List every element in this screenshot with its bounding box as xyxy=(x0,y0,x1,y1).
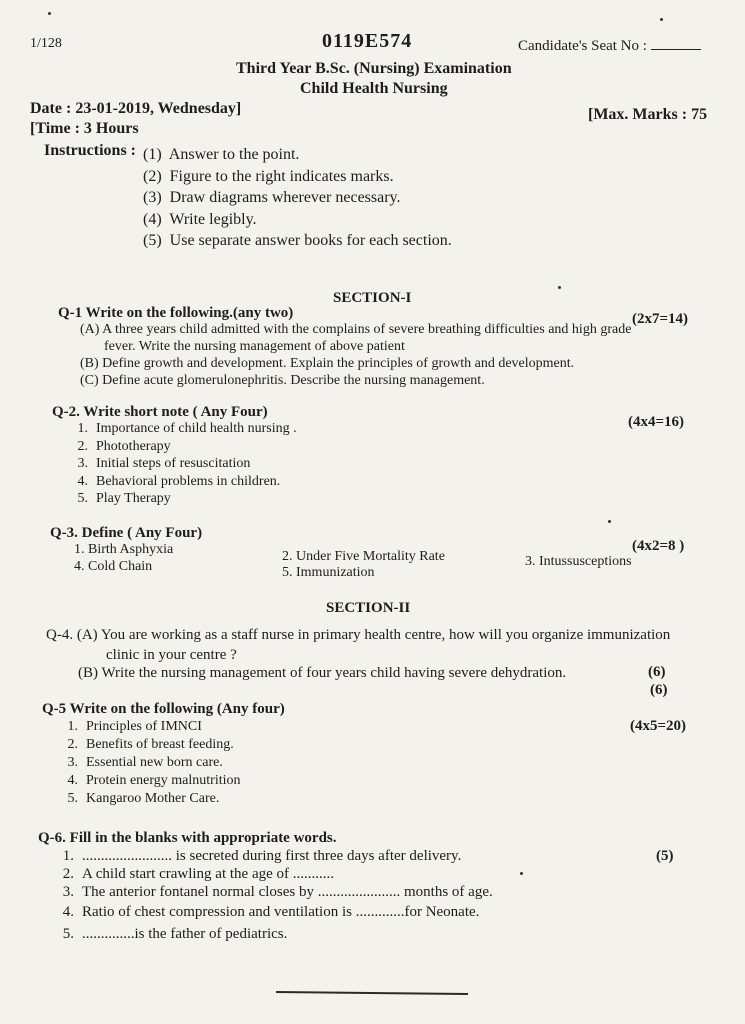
paper-code: 0119E574 xyxy=(322,30,413,52)
q5-label: Q-5 Write on the following (Any four) xyxy=(42,701,285,717)
q4-b-marks: (6) xyxy=(650,682,668,698)
seat-number-label: Candidate's Seat No : xyxy=(518,38,701,55)
list-item: 4. Protein energy malnutrition xyxy=(67,773,241,788)
list-item: 4. Behavioral problems in children. xyxy=(77,473,281,489)
scan-speck xyxy=(608,520,611,523)
q6-item-4: 4. Ratio of chest compression and ventilation is .............for Neonate. xyxy=(62,904,480,920)
q3-item-4: 4. Cold Chain xyxy=(74,559,153,574)
q6-label: Q-6. Fill in the blanks with appropriate words. xyxy=(38,830,337,846)
list-item: 2. Benefits of breast feeding. xyxy=(67,737,234,752)
list-item: 3. Essential new born care. xyxy=(67,755,223,770)
instruction-item: (1) Answer to the point. xyxy=(143,146,300,163)
q6-marks: (5) xyxy=(656,848,674,864)
q3-item-3: 3. Intussusceptions xyxy=(525,554,632,569)
q4-a-line2: clinic in your centre ? xyxy=(106,647,237,663)
end-of-paper-rule xyxy=(276,991,468,995)
section-1-title: SECTION-I xyxy=(333,290,412,306)
exam-date: Date : 23-01-2019, Wednesday] xyxy=(30,100,242,117)
instruction-item: (5) Use separate answer books for each section. xyxy=(143,232,452,249)
instructions-list xyxy=(143,144,452,252)
instructions-label: Instructions : xyxy=(44,142,137,159)
q3-item-5: 5. Immunization xyxy=(282,565,375,580)
q6-item-5: 5. ..............is the father of pediatrics. xyxy=(62,926,288,942)
section-2-title: SECTION-II xyxy=(326,600,411,616)
instruction-item: (2) Figure to the right indicates marks. xyxy=(143,167,394,185)
q1-c: (C) Define acute glomerulonephritis. Describe the nursing management. xyxy=(80,373,485,388)
list-item: 5. Play Therapy xyxy=(77,491,171,506)
list-item: 5. Kangaroo Mother Care. xyxy=(67,791,220,806)
q6-item-1: 1. ........................ is secreted during first three days after delivery. xyxy=(62,848,462,864)
list-item: 1. Principles of IMNCI xyxy=(67,719,202,734)
q4-a-line1: Q-4. (A) You are working as a staff nurse in primary health centre, how will you organize immunization xyxy=(46,627,671,643)
q3-item-2: 2. Under Five Mortality Rate xyxy=(282,549,445,564)
q2-marks: (4x4=16) xyxy=(628,414,685,430)
q2-label: Q-2. Write short note ( Any Four) xyxy=(52,404,268,420)
list-item: 3. Initial steps of resuscitation xyxy=(77,456,251,471)
q5-marks: (4x5=20) xyxy=(630,718,687,734)
page-reference: 1/128 xyxy=(30,36,62,51)
q4-a-marks: (6) xyxy=(648,664,666,680)
max-marks: [Max. Marks : 75 xyxy=(588,106,708,123)
q5-list xyxy=(56,718,241,808)
q1-a-line2: fever. Write the nursing management of above patient xyxy=(104,339,405,354)
q1-marks: (2x7=14) xyxy=(632,311,689,327)
exam-title: Third Year B.Sc. (Nursing) Examination xyxy=(236,60,512,77)
scan-speck xyxy=(660,18,663,21)
instruction-item: (3) Draw diagrams wherever necessary. xyxy=(143,189,401,206)
q2-list xyxy=(66,420,297,508)
q3-label: Q-3. Define ( Any Four) xyxy=(50,525,203,541)
exam-time: [Time : 3 Hours xyxy=(30,120,139,137)
q6-item-3: 3. The anterior fontanel normal closes by ...................... months of age. xyxy=(62,884,493,900)
list-item: 1. Importance of child health nursing . xyxy=(77,421,297,436)
q3-marks: (4x2=8 ) xyxy=(632,538,685,554)
q4-b: (B) Write the nursing management of four years child having severe dehydration. xyxy=(78,665,567,681)
scan-speck xyxy=(520,872,523,875)
q3-item-1: 1. Birth Asphyxia xyxy=(74,542,174,557)
instruction-item: (4) Write legibly. xyxy=(143,210,257,228)
scan-speck xyxy=(48,12,51,15)
subject-title: Child Health Nursing xyxy=(300,80,448,97)
q1-b: (B) Define growth and development. Explain the principles of growth and development. xyxy=(80,356,575,371)
q6-item-2: 2. A child start crawling at the age of ........... xyxy=(62,866,335,882)
list-item: 2. Phototherapy xyxy=(77,438,171,454)
q1-a-line1: (A) A three years child admitted with the complains of severe breathing difficulties and high grade xyxy=(80,322,632,337)
scan-speck xyxy=(558,286,561,289)
q1-label: Q-1 Write on the following.(any two) xyxy=(58,305,294,321)
